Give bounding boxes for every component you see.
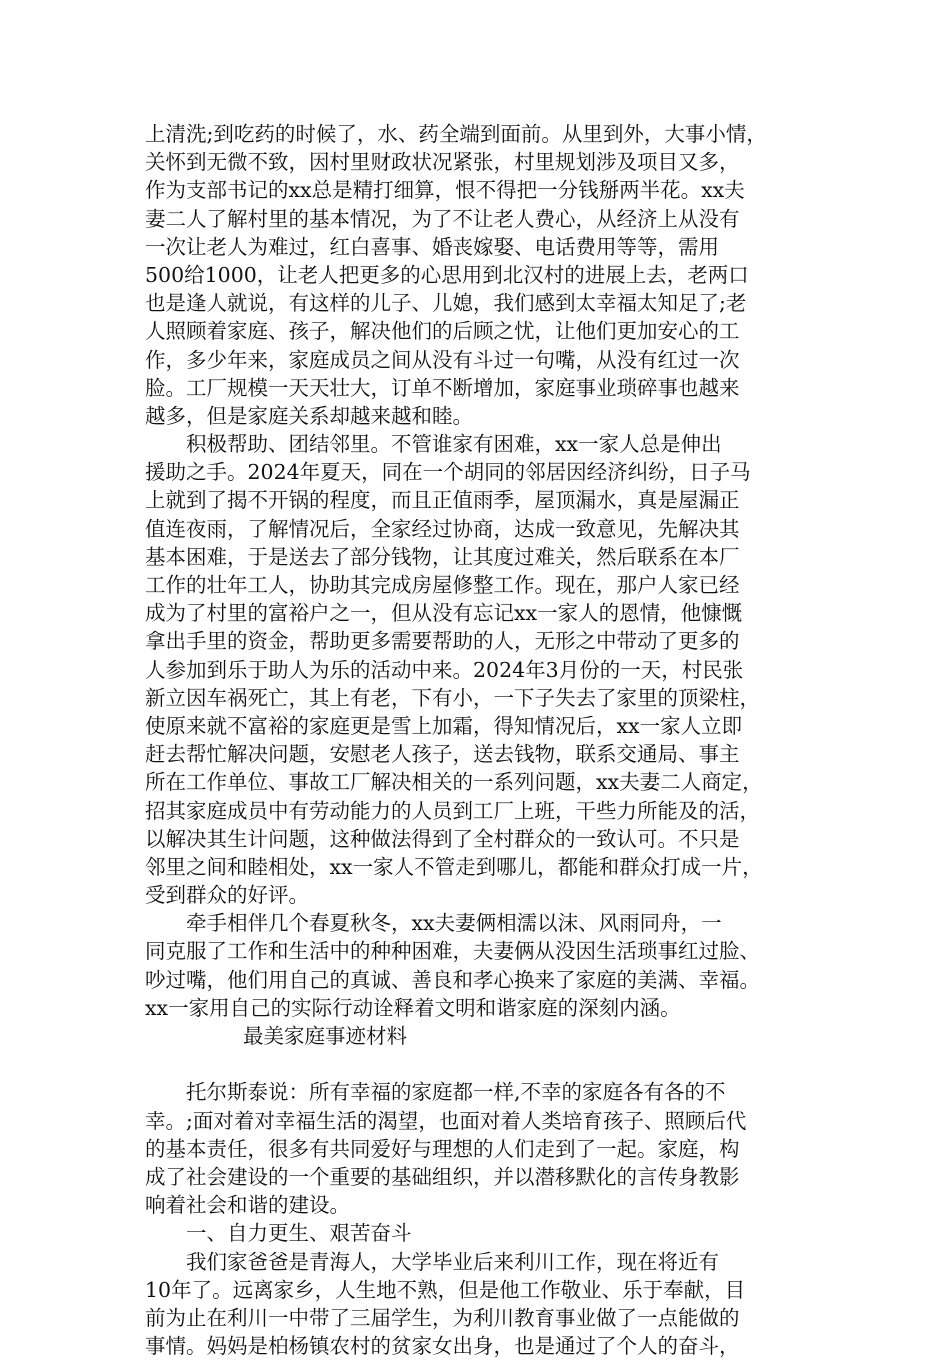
p1-line-2: 关怀到无微不致，因村里财政状况紧张，村里规划涉及项目又多，: [145, 150, 740, 175]
p5-line-2: 10年了。远离家乡，人生地不熟，但是他工作敬业、乐于奉献，目: [145, 1277, 746, 1302]
p1-line-9: 作，多少年来，家庭成员之间从没有斗过一句嘴，从没有红过一次: [145, 347, 740, 372]
p4-line-3: 的基本责任，很多有共同爱好与理想的人们走到了一起。家庭，构: [145, 1136, 740, 1161]
p3-line-3: 吵过嘴，他们用自己的真诚、善良和孝心换来了家庭的美满、幸福。: [145, 967, 760, 992]
p2-line-12: 赶去帮忙解决问题，安慰老人孩子，送去钱物，联系交通局、事主: [145, 742, 740, 767]
section-title: 最美家庭事迹材料: [243, 1024, 407, 1048]
p2-line-13: 所在工作单位、事故工厂解决相关的一系列问题，xx夫妻二人商定，: [145, 770, 763, 795]
p1-line-10: 脸。工厂规模一天天壮大，订单不断增加，家庭事业琐碎事也越来: [145, 375, 740, 400]
p4-line-4: 成了社会建设的一个重要的基础组织，并以潜移默化的言传身教影: [145, 1164, 740, 1189]
p4-line-2: 幸。;面对着对幸福生活的渴望，也面对着人类培育孩子、照顾后代: [145, 1108, 747, 1133]
p2-line-16: 邻里之间和睦相处，xx一家人不管走到哪儿，都能和群众打成一片，: [145, 854, 763, 879]
p1-line-3: 作为支部书记的xx总是精打细算，恨不得把一分钱掰两半花。xx夫: [145, 178, 745, 203]
p1-line-5: 一次让老人为难过，红白喜事、婚丧嫁娶、电话费用等等，需用: [145, 234, 719, 259]
blank-line: [145, 1050, 805, 1078]
p1-line-11: 越多，但是家庭关系却越来越和睦。: [145, 403, 473, 428]
p5-line-1: 我们家爸爸是青海人，大学毕业后来利川工作，现在将近有: [186, 1249, 719, 1274]
p2-line-6: 工作的壮年工人，协助其完成房屋修整工作。现在，那户人家已经: [145, 573, 740, 597]
document-body: [145, 120, 805, 1360]
p2-line-17: 受到群众的好评。: [145, 883, 309, 908]
p3-line-2: 同克服了工作和生活中的种种困难，夫妻俩从没因生活琐事红过脸、: [145, 939, 760, 964]
p2-line-9: 人参加到乐于助人为乐的活动中来。2024年3月份的一天，村民张: [145, 657, 744, 682]
p1-line-4: 妻二人了解村里的基本情况，为了不让老人费心，从经济上从没有: [145, 206, 740, 231]
p1-line-7: 也是逢人就说，有这样的儿子、儿媳，我们感到太幸福太知足了;老: [145, 291, 747, 316]
p2-line-14: 招其家庭成员中有劳动能力的人员到工厂上班，干些力所能及的活，: [145, 798, 760, 823]
p5-line-3: 前为止在利川一中带了三届学生，为利川教育事业做了一点能做的: [145, 1305, 740, 1330]
p5-line-4: 事情。妈妈是柏杨镇农村的贫家女出身，也是通过了个人的奋斗，: [145, 1334, 740, 1359]
p2-line-15: 以解决其生计问题，这种做法得到了全村群众的一致认可。不只是: [145, 826, 740, 851]
p3-line-4: xx一家用自己的实际行动诠释着文明和谐家庭的深刻内涵。: [145, 995, 681, 1020]
p4-line-5: 响着社会和谐的建设。: [145, 1193, 350, 1218]
p2-line-4: 值连夜雨，了解情况后，全家经过协商，达成一致意见，先解决其: [145, 516, 740, 541]
p4-line-1: 托尔斯泰说：所有幸福的家庭都一样,不幸的家庭各有各的不: [186, 1080, 726, 1105]
p2-line-7: 成为了村里的富裕户之一，但从没有忘记xx一家人的恩情，他慷慨: [145, 601, 743, 626]
p3-line-1: 牵手相伴几个春夏秋冬，xx夫妻俩相濡以沫、风雨同舟，一: [186, 911, 722, 936]
p2-line-8: 拿出手里的资金，帮助更多需要帮助的人，无形之中带动了更多的: [145, 629, 740, 654]
p1-line-6: 500给1000，让老人把更多的心思用到北汉村的进展上去，老两口: [145, 262, 749, 287]
p1-line-1: 上清洗;到吃药的时候了，水、药全端到面前。从里到外，大事小情，: [145, 122, 767, 146]
subheading-1: 一、自力更生、艰苦奋斗: [186, 1221, 412, 1246]
p1-line-8: 人照顾着家庭、孩子，解决他们的后顾之忧，让他们更加安心的工: [145, 319, 740, 344]
p2-line-3: 上就到了揭不开锅的程度，而且正值雨季，屋顶漏水，真是屋漏正: [145, 488, 740, 513]
p2-line-10: 新立因车祸死亡，其上有老，下有小，一下子失去了家里的顶梁柱，: [145, 685, 760, 710]
p2-line-1: 积极帮助、团结邻里。不管谁家有困难，xx一家人总是伸出: [186, 432, 722, 457]
p2-line-5: 基本困难，于是送去了部分钱物，让其度过难关，然后联系在本厂: [145, 544, 740, 569]
p2-line-11: 使原来就不富裕的家庭更是雪上加霜，得知情况后，xx一家人立即: [145, 713, 743, 738]
p2-line-2: 援助之手。2024年夏天，同在一个胡同的邻居因经济纠纷，日子马: [145, 460, 751, 485]
